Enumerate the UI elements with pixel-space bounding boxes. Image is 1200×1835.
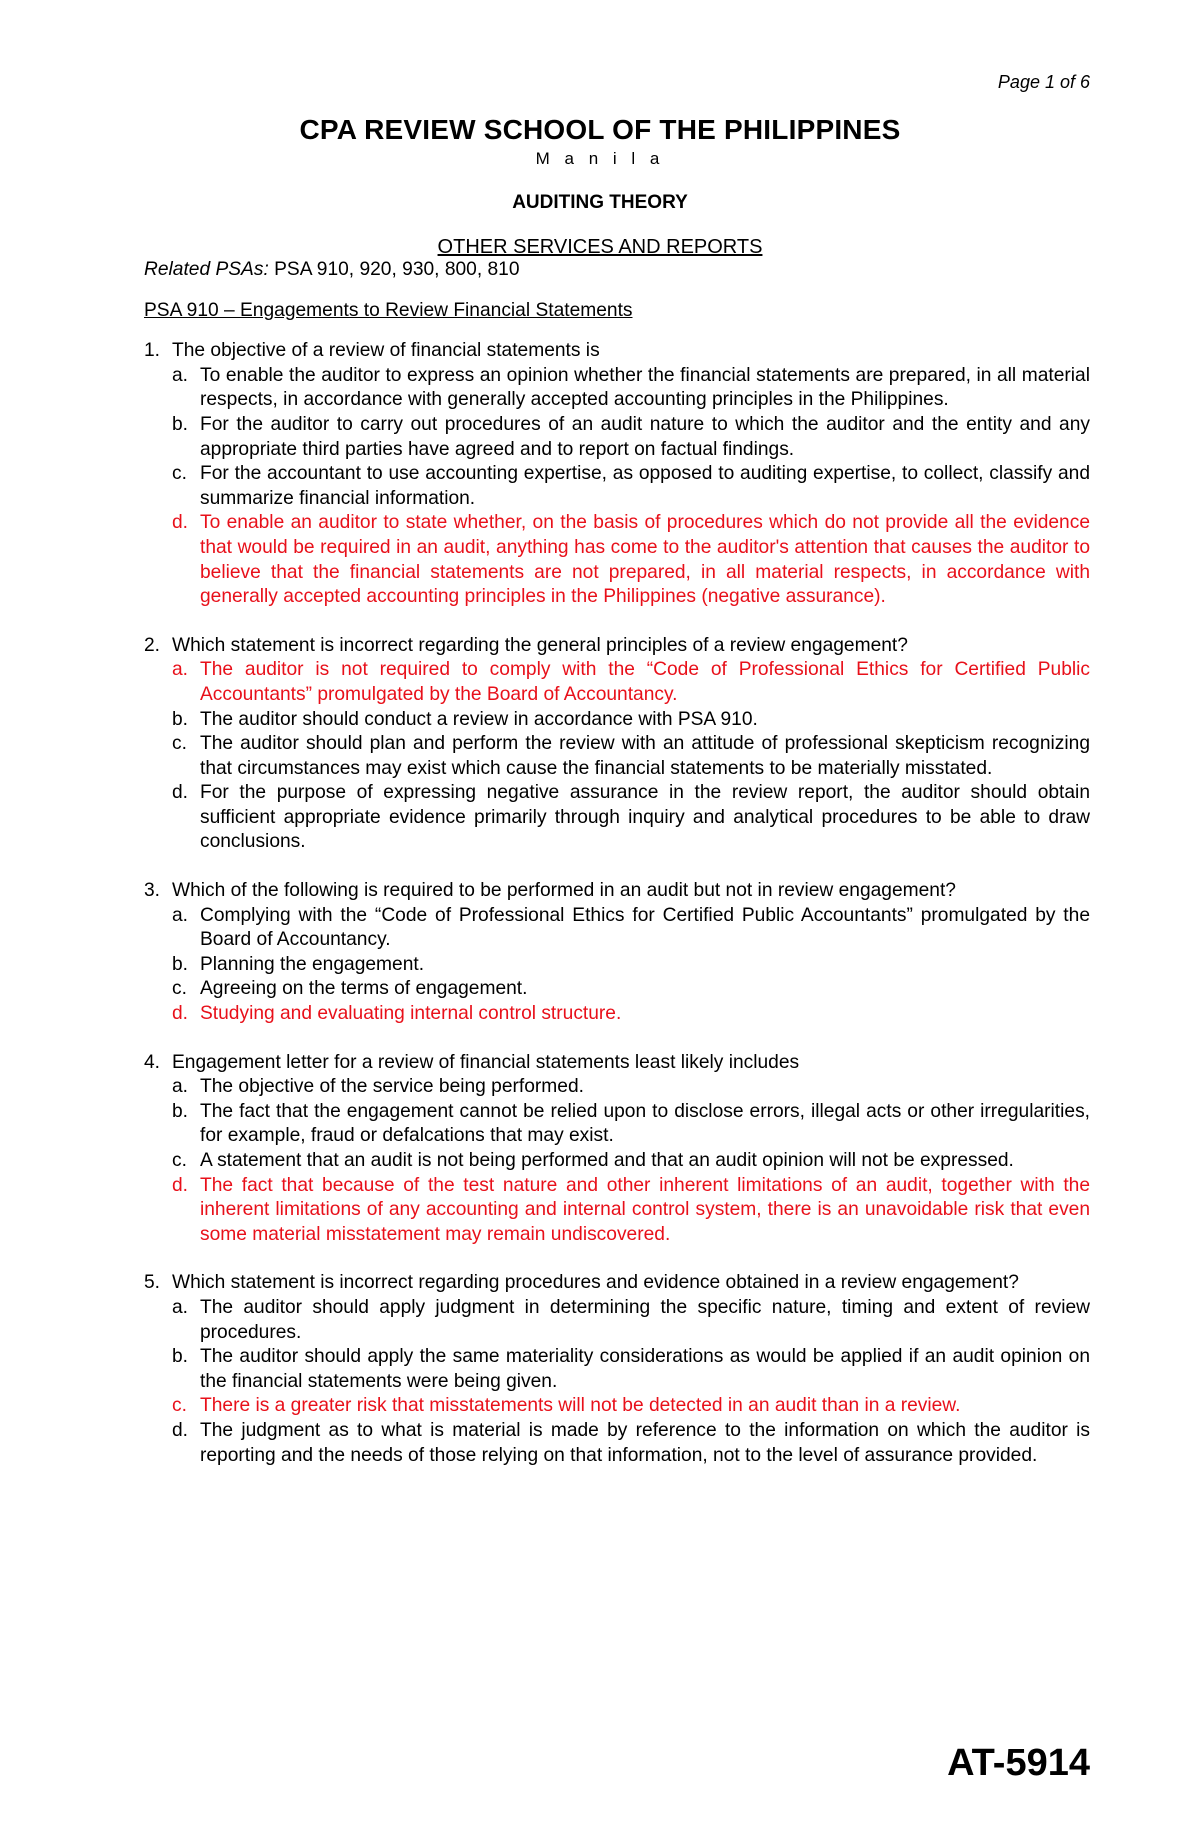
answer-option — [172, 1345, 1090, 1394]
answer-option — [172, 1296, 1090, 1345]
question-number: 1. — [144, 340, 161, 362]
related-psas — [144, 258, 1090, 283]
question-body — [172, 1271, 1090, 1468]
question-body — [172, 339, 1090, 610]
option-text: Studying and evaluating internal control structure. — [200, 1003, 622, 1025]
option-letter: b. — [172, 1100, 189, 1122]
question-item — [144, 879, 1090, 1027]
answer-option-correct — [172, 1002, 1090, 1027]
answer-option — [172, 904, 1090, 953]
answer-option-correct — [172, 1174, 1090, 1248]
option-text: The fact that the engagement cannot be relied upon to disclose errors, illegal acts or other irregularities, for example, fraud or defalcations that may exist. — [200, 1100, 1090, 1147]
option-letter: a. — [172, 1076, 189, 1098]
question-number: 2. — [144, 634, 161, 656]
option-letter: d. — [172, 782, 189, 804]
option-letter: c. — [172, 1395, 187, 1417]
question-list — [144, 339, 1090, 1468]
question-body — [172, 879, 1090, 1027]
school-city: M a n i l a — [535, 149, 665, 168]
question-number: 5. — [144, 1272, 161, 1294]
option-text: Planning the engagement. — [200, 953, 425, 975]
option-text: To enable the auditor to express an opinion whether the financial statements are prepared, in all material respects, in accordance with generally accepted accounting principles in the Philippines. — [200, 364, 1090, 411]
option-letter: c. — [172, 733, 187, 755]
option-text: The auditor should apply the same materiality considerations as would be applied if an audit opinion on the financial statements were being given. — [200, 1346, 1090, 1392]
option-text: Complying with the “Code of Professional Ethics for Certified Public Accountants” promulgated by the Board of Accountancy. — [200, 904, 1090, 951]
option-letter: a. — [172, 364, 189, 386]
answer-option — [172, 1149, 1090, 1174]
option-letter: d. — [172, 1003, 189, 1025]
subject-title: AUDITING THEORY — [512, 192, 688, 213]
option-text: Agreeing on the terms of engagement. — [200, 978, 528, 1000]
document-header — [0, 112, 1200, 260]
topic-title: OTHER SERVICES AND REPORTS — [437, 236, 763, 258]
page-number: Page 1 of 6 — [997, 72, 1090, 92]
answer-option — [172, 1419, 1090, 1468]
answer-option — [172, 1100, 1090, 1149]
option-text: For the purpose of expressing negative assurance in the review report, the auditor should obtain sufficient appropriate evidence primarily through inquiry and analytical procedures to be able to draw conclusions. — [200, 782, 1090, 853]
question-item — [144, 1051, 1090, 1248]
option-letter: d. — [172, 1174, 189, 1196]
option-text: A statement that an audit is not being performed and that an audit opinion will not be expressed. — [200, 1150, 1014, 1171]
option-text: There is a greater risk that misstatements will not be detected in an audit than in a review. — [200, 1395, 961, 1417]
question-number: 4. — [144, 1051, 161, 1073]
option-letter: c. — [172, 978, 187, 1000]
question-number: 3. — [144, 880, 161, 902]
option-text: The auditor is not required to comply with the “Code of Professional Ethics for Certified Public Accountants” promulgated by the Board of Accountancy. — [200, 659, 1090, 705]
answer-option — [172, 977, 1090, 1002]
answer-option — [172, 708, 1090, 733]
answer-option-correct — [172, 511, 1090, 609]
option-letter: c. — [172, 463, 187, 485]
answer-option — [172, 732, 1090, 781]
question-body — [172, 634, 1090, 855]
question-item — [144, 339, 1090, 610]
answer-option — [172, 462, 1090, 511]
document-code: AT-5914 — [947, 1742, 1090, 1784]
option-letter: a. — [172, 904, 189, 926]
option-text: For the accountant to use accounting expertise, as opposed to auditing expertise, to collect, classify and summarize financial information. — [200, 463, 1090, 509]
option-text: For the auditor to carry out procedures of an audit nature to which the auditor and the entity and any appropriate third parties have agreed and to report on factual findings. — [200, 413, 1090, 460]
related-psas-value: PSA 910, 920, 930, 800, 810 — [268, 259, 520, 280]
question-item — [144, 634, 1090, 855]
option-letter: b. — [172, 413, 189, 435]
question-item — [144, 1271, 1090, 1468]
option-letter: a. — [172, 1296, 189, 1318]
option-text: To enable an auditor to state whether, on the basis of procedures which do not provide all the evidence that would be required in an audit, anything has come to the auditor's attention that causes the auditor to believe that the financial statements are not prepared, in all material respects, in accordance with generally accepted accounting principles in the Philippines (negative assurance). — [200, 512, 1090, 608]
answer-option-correct — [172, 1394, 1090, 1419]
document-body — [144, 258, 1090, 1468]
answer-option — [172, 953, 1090, 978]
question-text: Which statement is incorrect regarding procedures and evidence obtained in a review engagement? — [172, 1272, 1019, 1294]
option-text: The judgment as to what is material is made by reference to the information on which the auditor is reporting and the needs of those relying on that information, not to the level of assurance provided. — [200, 1419, 1090, 1466]
option-letter: c. — [172, 1150, 187, 1171]
question-text: The objective of a review of financial statements is — [172, 340, 600, 362]
question-text: Which of the following is required to be performed in an audit but not in review engagement? — [172, 880, 956, 902]
option-text: The objective of the service being performed. — [200, 1076, 584, 1098]
question-body — [172, 1051, 1090, 1248]
related-psas-label: Related PSAs: — [144, 259, 269, 280]
option-letter: b. — [172, 1346, 189, 1368]
school-name: CPA REVIEW SCHOOL OF THE PHILIPPINES — [299, 114, 901, 145]
answer-option — [172, 1075, 1090, 1100]
option-text: The auditor should conduct a review in accordance with PSA 910. — [200, 708, 758, 730]
question-text: Engagement letter for a review of financial statements least likely includes — [172, 1051, 800, 1073]
option-text: The fact that because of the test nature and other inherent limitations of an audit, together with the inherent limitations of any accounting and internal control system, there is an unavoidable risk that even some material misstatement may remain undiscovered. — [200, 1174, 1090, 1245]
answer-option-correct — [172, 658, 1090, 707]
answer-option — [172, 364, 1090, 413]
answer-option — [172, 413, 1090, 462]
option-text: The auditor should apply judgment in determining the specific nature, timing and extent of review procedures. — [200, 1296, 1090, 1343]
option-letter: b. — [172, 708, 189, 730]
option-text: The auditor should plan and perform the review with an attitude of professional skepticism recognizing that circumstances may exist which cause the financial statements to be materially misstated. — [200, 733, 1090, 779]
option-letter: b. — [172, 953, 189, 975]
option-letter: d. — [172, 512, 189, 534]
section-title: PSA 910 – Engagements to Review Financial Statements — [144, 299, 633, 321]
option-letter: a. — [172, 659, 189, 681]
option-letter: d. — [172, 1419, 189, 1441]
answer-option — [172, 781, 1090, 855]
question-text: Which statement is incorrect regarding the general principles of a review engagement? — [172, 634, 908, 656]
